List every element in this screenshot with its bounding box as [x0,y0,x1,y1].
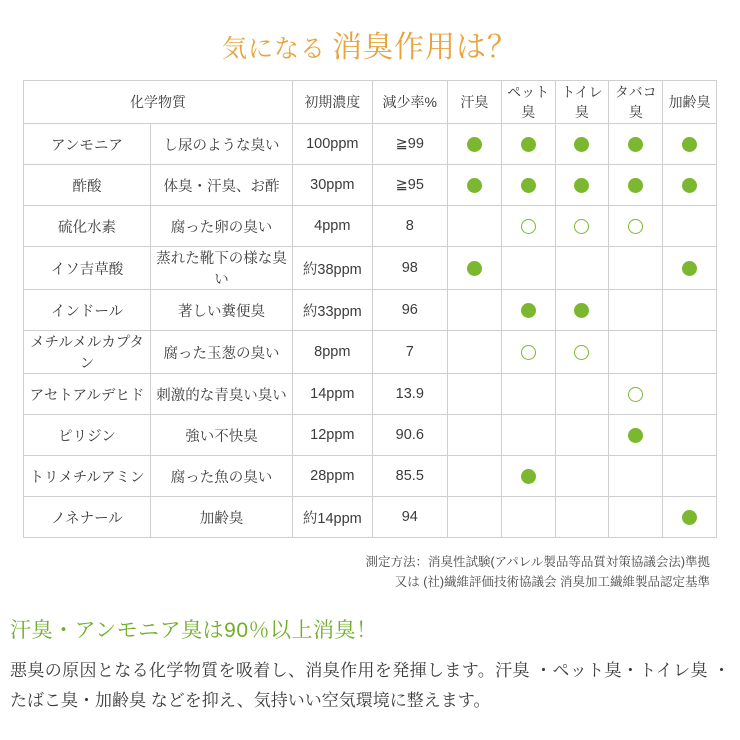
page-title [0,0,740,66]
cell-mark-toilet [555,331,609,374]
cell-mark-pet [501,331,555,374]
cell-mark-aging [663,331,717,374]
column-header-toilet-odor: トイレ臭 [555,81,609,124]
cell-mark-toilet [555,206,609,247]
cell-mark-toilet [555,247,609,290]
cell-mark-aging [663,206,717,247]
filled-circle-icon [628,178,643,193]
cell-mark-tobacco [609,374,663,415]
column-header-chemical: 化学物質 [24,81,293,124]
column-header-initial-concentration: 初期濃度 [293,81,373,124]
cell-concentration: 28ppm [293,456,373,497]
cell-mark-sweat [447,497,501,538]
filled-circle-icon [521,303,536,318]
cell-description: し尿のような臭い [150,124,292,165]
table-row [24,497,717,538]
table-row [24,206,717,247]
cell-mark-pet [501,374,555,415]
cell-mark-toilet [555,290,609,331]
cell-description: 刺激的な青臭い臭い [150,374,292,415]
cell-mark-tobacco [609,206,663,247]
cell-chemical: インドール [24,290,151,331]
filled-circle-icon [574,178,589,193]
table-row [24,415,717,456]
open-circle-icon [521,345,536,360]
open-circle-icon [628,387,643,402]
cell-description: 腐った玉葱の臭い [150,331,292,374]
open-circle-icon [574,219,589,234]
cell-mark-pet [501,165,555,206]
cell-mark-pet [501,290,555,331]
cell-mark-sweat [447,331,501,374]
filled-circle-icon [467,178,482,193]
bottom-headline: 汗臭・アンモニア臭は90％以上消臭！ [10,619,378,642]
cell-mark-sweat [447,290,501,331]
measurement-note-line-2: 又は (社)繊維評価技術協議会 消臭加工繊維製品認定基準 [394,575,710,589]
table-row [24,331,717,374]
cell-mark-tobacco [609,247,663,290]
cell-chemical: ノネナール [24,497,151,538]
cell-mark-toilet [555,165,609,206]
cell-chemical: 硫化水素 [24,206,151,247]
cell-description: 腐った魚の臭い [150,456,292,497]
cell-reduction-rate: ≧95 [372,165,447,206]
odor-table [23,80,717,538]
cell-concentration: 14ppm [293,374,373,415]
page-title-prefix: 気になる [221,35,326,63]
cell-mark-tobacco [609,497,663,538]
cell-mark-toilet [555,124,609,165]
cell-mark-pet [501,206,555,247]
cell-mark-toilet [555,497,609,538]
cell-description: 腐った卵の臭い [150,206,292,247]
cell-mark-aging [663,247,717,290]
cell-mark-aging [663,290,717,331]
filled-circle-icon [574,303,589,318]
filled-circle-icon [574,137,589,152]
cell-reduction-rate: 94 [372,497,447,538]
open-circle-icon [521,219,536,234]
cell-mark-pet [501,247,555,290]
cell-mark-tobacco [609,290,663,331]
filled-circle-icon [682,510,697,525]
open-circle-icon [628,219,643,234]
filled-circle-icon [521,137,536,152]
column-header-sweat-odor: 汗臭 [447,81,501,124]
table-row [24,165,717,206]
cell-concentration: 約38ppm [293,247,373,290]
filled-circle-icon [682,178,697,193]
filled-circle-icon [628,137,643,152]
filled-circle-icon [628,428,643,443]
cell-reduction-rate: 98 [372,247,447,290]
cell-reduction-rate: 8 [372,206,447,247]
column-header-pet-odor: ペット臭 [501,81,555,124]
cell-mark-sweat [447,456,501,497]
cell-mark-sweat [447,415,501,456]
cell-chemical: イソ吉草酸 [24,247,151,290]
filled-circle-icon [467,137,482,152]
cell-chemical: メチルメルカプタン [24,331,151,374]
cell-mark-aging [663,124,717,165]
table-row [24,247,717,290]
cell-chemical: トリメチルアミン [24,456,151,497]
cell-mark-tobacco [609,124,663,165]
cell-chemical: 酢酸 [24,165,151,206]
cell-concentration: 8ppm [293,331,373,374]
cell-description: 強い不快臭 [150,415,292,456]
cell-mark-aging [663,456,717,497]
cell-description: 蒸れた靴下の様な臭い [150,247,292,290]
cell-mark-sweat [447,206,501,247]
table-row [24,374,717,415]
filled-circle-icon [521,178,536,193]
cell-reduction-rate: ≧99 [372,124,447,165]
table-row [24,290,717,331]
cell-concentration: 100ppm [293,124,373,165]
cell-mark-toilet [555,374,609,415]
cell-mark-sweat [447,374,501,415]
cell-concentration: 約14ppm [293,497,373,538]
filled-circle-icon [521,469,536,484]
cell-mark-tobacco [609,331,663,374]
cell-mark-aging [663,497,717,538]
odor-table-wrap [23,80,717,538]
cell-mark-aging [663,374,717,415]
column-header-aging-odor: 加齢臭 [663,81,717,124]
open-circle-icon [574,345,589,360]
cell-mark-aging [663,415,717,456]
cell-reduction-rate: 7 [372,331,447,374]
cell-concentration: 12ppm [293,415,373,456]
filled-circle-icon [682,137,697,152]
cell-mark-tobacco [609,456,663,497]
cell-mark-toilet [555,415,609,456]
cell-mark-pet [501,415,555,456]
page-title-main: 消臭作用は？ [332,31,518,64]
odor-table-body [24,124,717,538]
cell-reduction-rate: 13.9 [372,374,447,415]
cell-mark-toilet [555,456,609,497]
cell-concentration: 30ppm [293,165,373,206]
cell-mark-pet [501,456,555,497]
table-row [24,456,717,497]
cell-chemical: ピリジン [24,415,151,456]
cell-mark-sweat [447,247,501,290]
cell-mark-sweat [447,124,501,165]
cell-concentration: 約33ppm [293,290,373,331]
cell-description: 著しい糞便臭 [150,290,292,331]
bottom-body-copy: 悪臭の原因となる化学物質を吸着し、消臭作用を発揮します。汗臭 ・ペット臭・トイレ臭 ・たばこ臭・加齢臭 などを抑え、気持いい空気環境に整えます。 [10,661,731,710]
cell-mark-tobacco [609,165,663,206]
cell-description: 加齢臭 [150,497,292,538]
table-header-row [24,81,717,124]
cell-chemical: アセトアルデヒド [24,374,151,415]
cell-reduction-rate: 90.6 [372,415,447,456]
cell-description: 体臭・汗臭、お酢 [150,165,292,206]
cell-reduction-rate: 96 [372,290,447,331]
cell-reduction-rate: 85.5 [372,456,447,497]
cell-chemical: アンモニア [24,124,151,165]
cell-mark-aging [663,165,717,206]
odor-table-head [24,81,717,124]
cell-mark-tobacco [609,415,663,456]
cell-mark-pet [501,124,555,165]
column-header-reduction-rate: 減少率% [372,81,447,124]
cell-mark-pet [501,497,555,538]
table-row [24,124,717,165]
cell-concentration: 4ppm [293,206,373,247]
filled-circle-icon [682,261,697,276]
column-header-tobacco-odor: タバコ臭 [609,81,663,124]
measurement-note-line-1: 測定方法：消臭性試験(アパレル製品等品質対策協議会法)準拠 [365,555,710,569]
cell-mark-sweat [447,165,501,206]
measurement-note [0,552,710,592]
filled-circle-icon [467,261,482,276]
